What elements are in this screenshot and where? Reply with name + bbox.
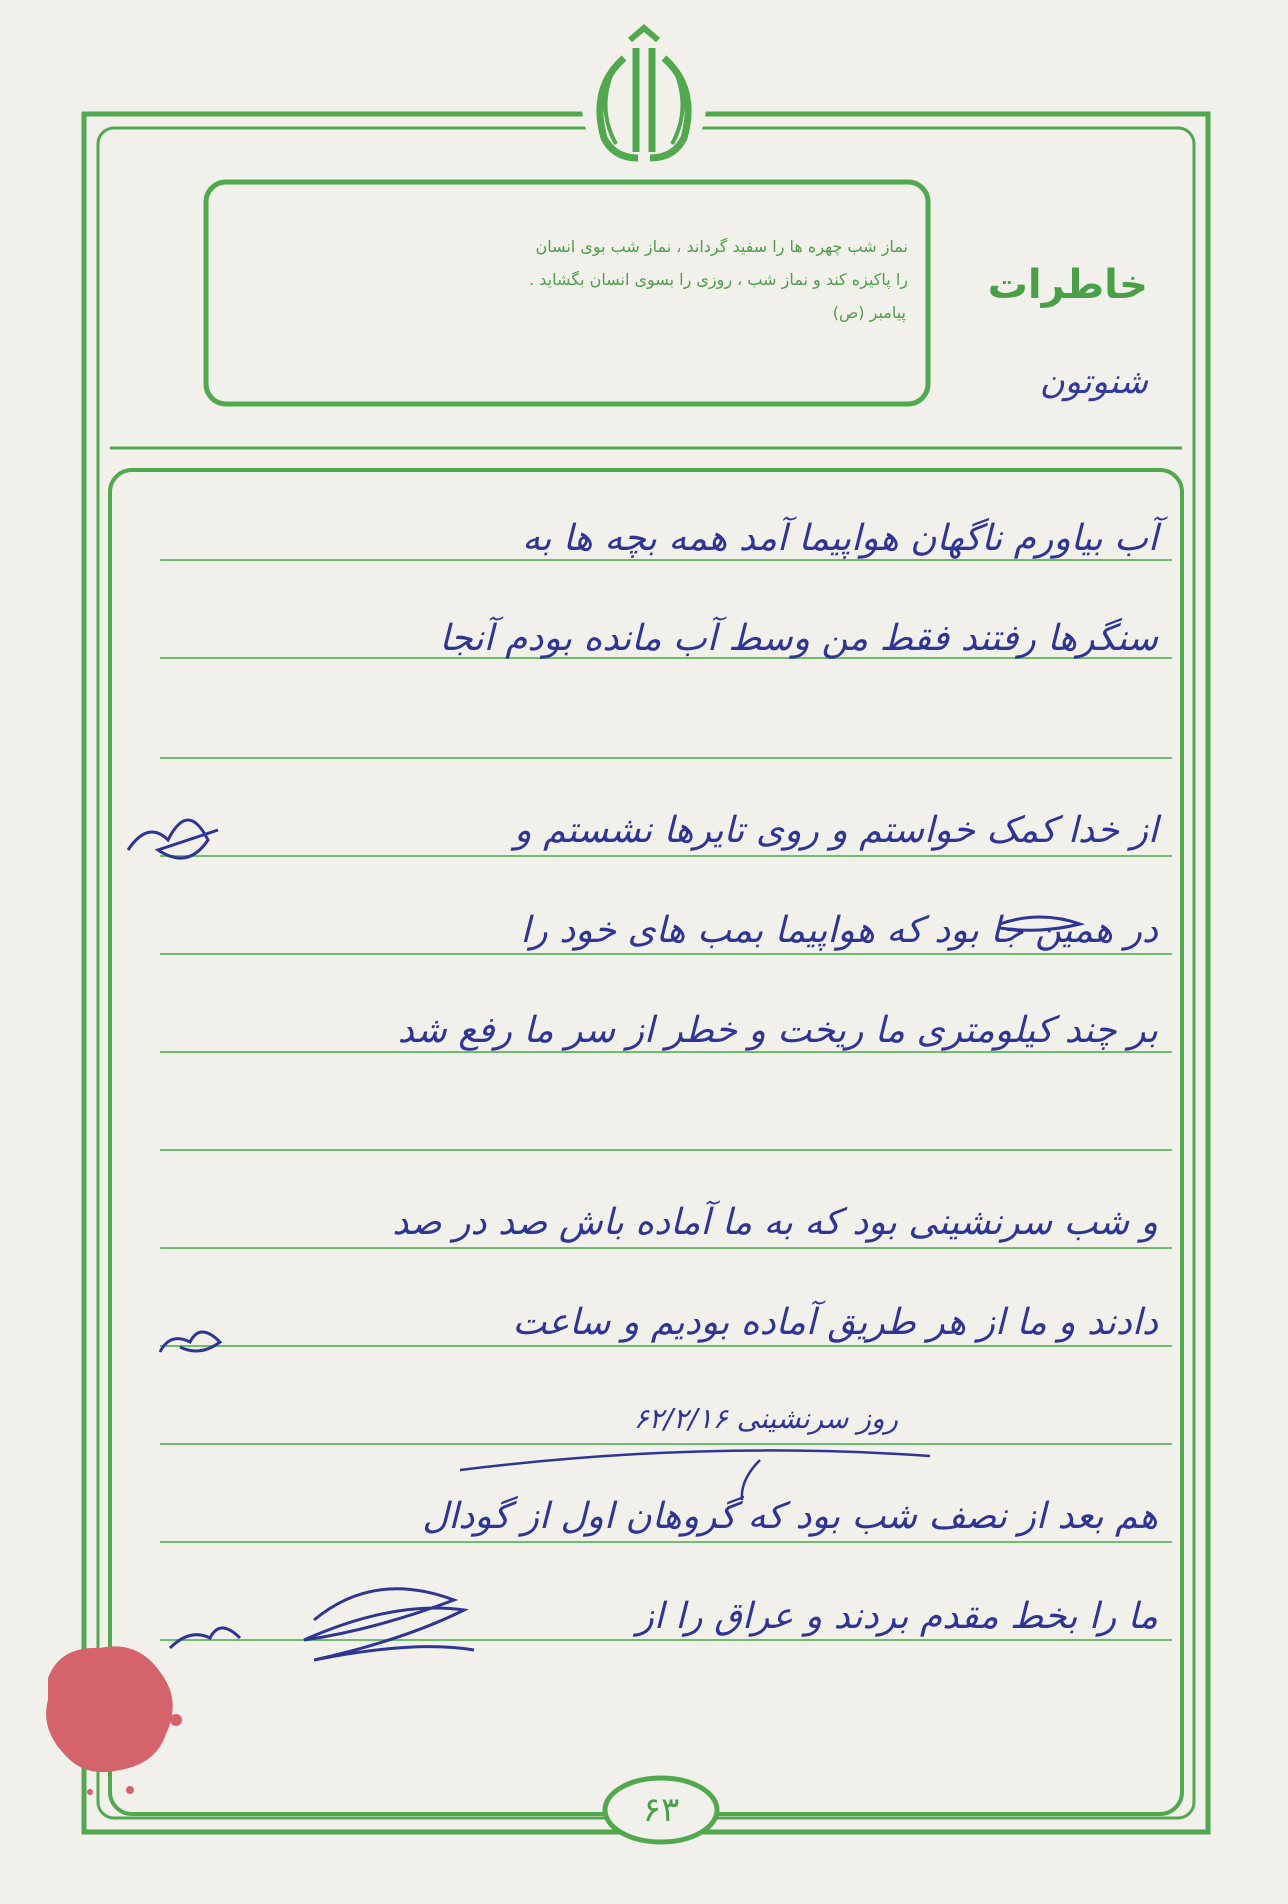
page-title: خاطرات [987, 262, 1148, 308]
ink-stain [46, 1646, 182, 1795]
handwriting-line-8: هم بعد از نصف شب بود که گروهان اول از گودال [422, 1496, 1158, 1537]
page-number: ۶۳ [642, 1790, 680, 1830]
ruled-lines [160, 560, 1172, 1640]
inner-frame [98, 128, 1194, 1818]
handwriting-line-9: ما را بخط مقدم بردند و عراق را از [636, 1596, 1158, 1637]
handwriting-line-3: از خدا کمک خواستم و روی تایرها نشستم و [514, 810, 1158, 851]
handwritten-title-note: شنوتون [1039, 362, 1148, 402]
emblem-icon [582, 28, 706, 172]
handwriting-line-2: سنگرها رفتند فقط من وسط آب مانده بودم آنجا [439, 618, 1158, 659]
handwriting-line-4: در همین جا بود که هواپیما بمب های خود را [520, 910, 1158, 951]
handwriting-date-note: روز سرنشینی ۶۲/۲/۱۶ [633, 1402, 898, 1435]
date-underline [460, 1450, 930, 1500]
handwriting-line-6: و شب سرنشینی بود که به ما آماده باش صد در صد [392, 1202, 1158, 1243]
handwriting-line-7: دادند و ما از هر طریق آماده بودیم و ساعت [512, 1302, 1158, 1343]
quote-source: پیامبر (ص) [832, 303, 906, 322]
handwriting-line-5: بر چند کیلومتری ما ریخت و خطر از سر ما رفع شد [397, 1010, 1158, 1051]
quote-line-1: نماز شب چهره ها را سفید گرداند ، نماز شب بوی انسان [535, 237, 908, 256]
handwriting-line-1: آب بیاورم ناگهان هواپیما آمد همه بچه ها به [522, 518, 1158, 559]
quote-text [228, 230, 908, 329]
quote-line-2: را پاکیزه کند و نماز شب ، روزی را بسوی انسان بگشاید . [529, 270, 908, 289]
